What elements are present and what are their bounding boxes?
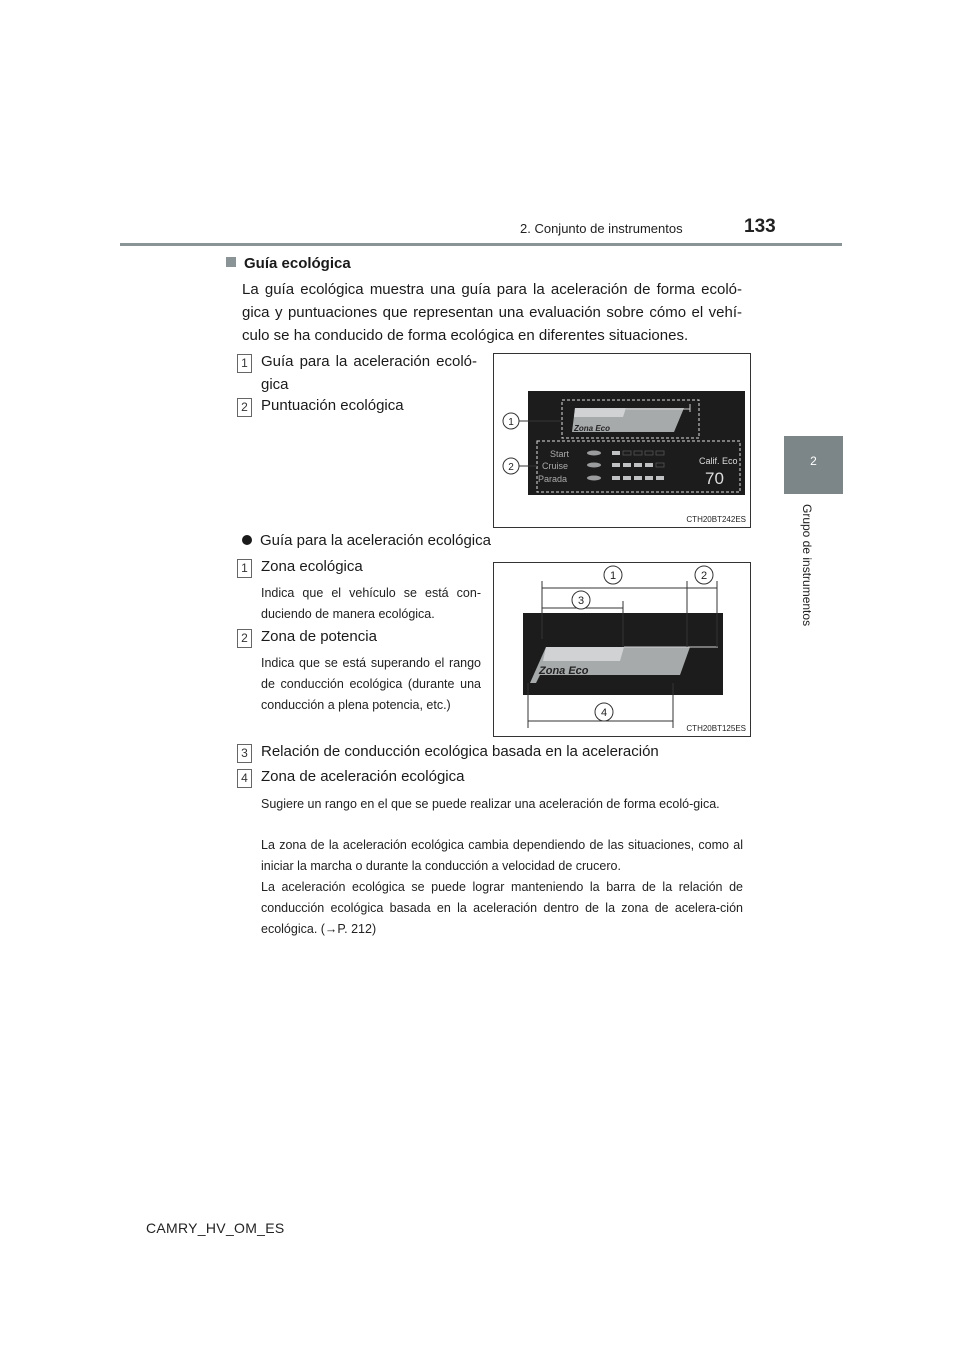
list2-desc-1: Indica que el vehículo se está con-duciendo de manera ecológica. (261, 586, 481, 621)
chapter-tab (784, 436, 843, 494)
section-title (226, 255, 351, 272)
list2-title-2: Zona de potencia (261, 628, 377, 645)
list2-title-4: Zona de aceleración ecológica (261, 768, 465, 785)
list2-num-2: 2 (237, 629, 252, 648)
fig1-row-cruise: Cruise (542, 461, 569, 471)
list2-num-3: 3 (237, 744, 252, 763)
header-rule (120, 243, 842, 246)
chapter-tab-label-box (784, 498, 843, 646)
document-footer: CAMRY_HV_OM_ES (146, 1220, 285, 1236)
fig2-callout-2: 2 (700, 570, 708, 582)
note-3: La aceleración ecológica se puede lograr manteniendo la barra de la relación de conducción ecológica basada en la aceleración dentro de la zona de acelera-ción ecológica. (→P. 212) (261, 880, 743, 936)
figure-eco-zones (493, 562, 751, 737)
list2-title-3: Relación de conducción ecológica basada en la aceleración (261, 743, 659, 760)
square-bullet-icon (226, 257, 236, 267)
fig2-callout-1: 1 (609, 570, 617, 582)
subsection-title-text: Guía para la aceleración ecológica (260, 532, 491, 549)
fig1-zona-label: Zona Eco (574, 424, 611, 433)
section-title-text: Guía ecológica (244, 255, 351, 272)
list1-text-1: Guía para la aceleración ecoló-gica (261, 353, 477, 393)
fig1-calif-label: Calif. Eco (699, 456, 738, 466)
list2-title-1: Zona ecológica (261, 558, 363, 575)
chapter-number: 2 (810, 454, 817, 468)
list2-desc-2: Indica que se está superando el rango de conducción ecológica (durante una conducción a plena potencia, etc.) (261, 656, 481, 712)
figure2-code: CTH20BT125ES (686, 724, 746, 733)
fig1-calif-value: 70 (705, 469, 724, 488)
intro-paragraph: La guía ecológica muestra una guía para la aceleración de forma ecoló-gica y puntuaciones que representan una evaluación sobre cómo el vehí-culo se ha conducido de forma ecológica en diferentes situaciones. (242, 281, 742, 344)
figure-eco-display (493, 353, 751, 528)
note-1: Sugiere un rango en el que se puede realizar una aceleración de forma ecoló-gica. (261, 797, 720, 811)
fig1-row-parada: Parada (538, 474, 568, 484)
subsection-title (242, 532, 491, 549)
list2-num-4: 4 (237, 769, 252, 788)
note-2: La zona de la aceleración ecológica cambia dependiendo de las situaciones, como al iniciar la marcha o durante la conducción a velocidad de crucero. (261, 838, 743, 873)
figure1-code: CTH20BT242ES (686, 515, 746, 524)
fig2-callout-4: 4 (600, 707, 608, 719)
list2-num-1: 1 (237, 559, 252, 578)
round-bullet-icon (242, 535, 252, 545)
eco-zones-illustration (494, 563, 750, 736)
chapter-label: Grupo de instrumentos (800, 504, 814, 627)
page-number: 133 (744, 216, 776, 237)
fig1-callout-2: 2 (508, 462, 514, 473)
fig1-callout-1: 1 (508, 417, 514, 428)
fig1-row-start: Start (550, 449, 570, 459)
list1-num-1: 1 (237, 354, 252, 373)
fig2-callout-3: 3 (577, 595, 585, 607)
running-header-section: 2. Conjunto de instrumentos (520, 221, 683, 236)
fig2-zona-label: Zona Eco (539, 665, 589, 677)
list1-num-2: 2 (237, 398, 252, 417)
eco-display-illustration (494, 354, 750, 527)
list1-text-2: Puntuación ecológica (261, 397, 404, 414)
